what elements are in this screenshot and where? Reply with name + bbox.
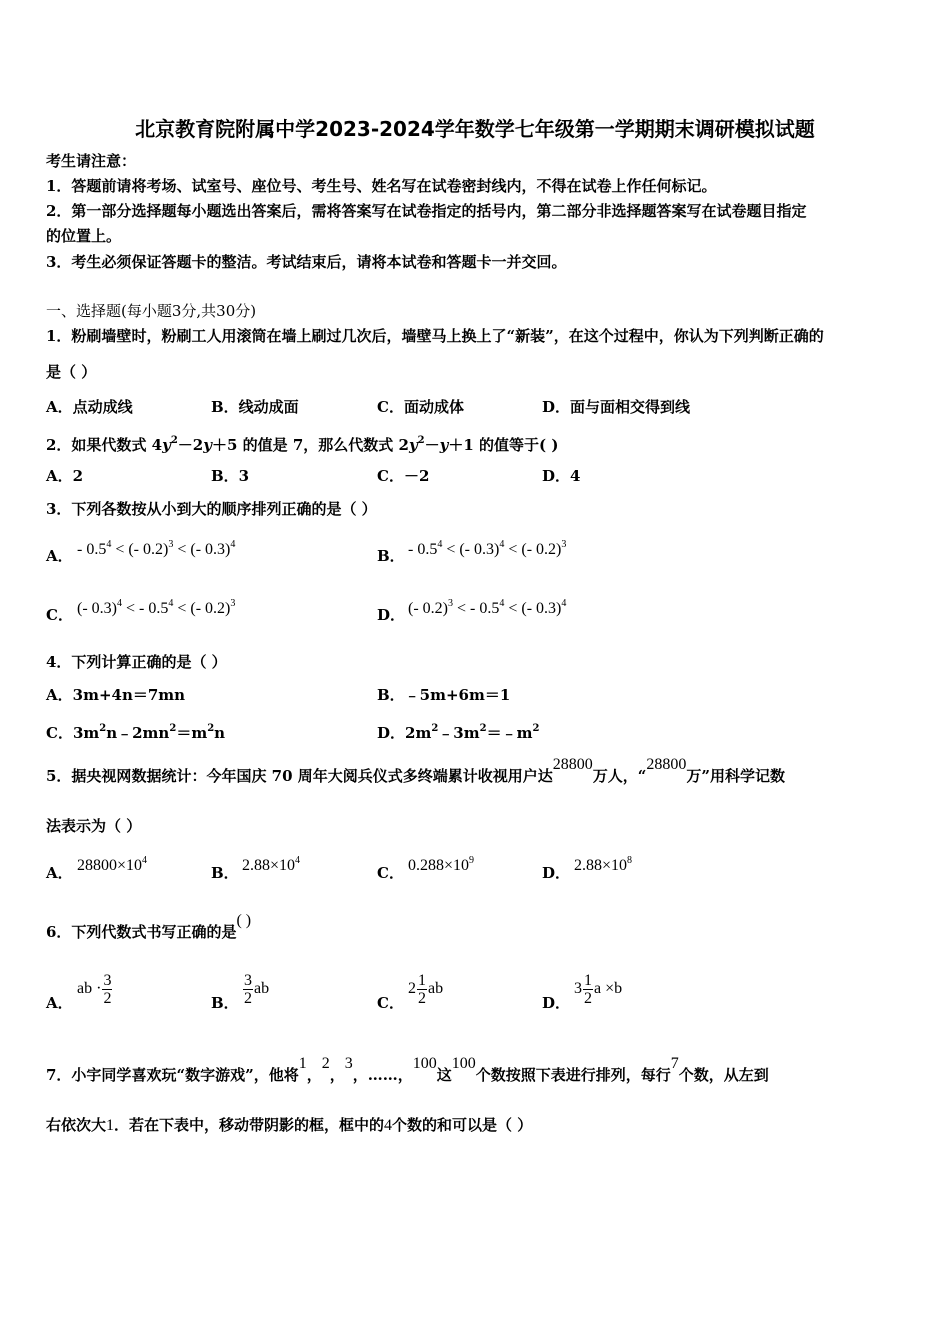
exam-title: 北京教育院附属中学2023-2024学年数学七年级第一学期期末调研模拟试题 — [135, 117, 815, 141]
q5-option-c-expr: $0.288\times 10^9$ — [408, 855, 475, 874]
q6-option-b-expr: $\frac{3}{2}$ ab — [244, 972, 270, 1007]
q3-option-b-expr: - $0.5^4$ < (- 0.3)$^4$ < (- 0.2)$^3$ — [408, 539, 567, 558]
q5-option-d-label: D． — [542, 864, 571, 882]
q5-option-c-label: C． — [377, 864, 404, 882]
q6-option-a-expr: ab · $\frac{3}{2}$ — [77, 972, 112, 1007]
q6-option-c-expr: 2 $\frac{1}{2}$ ab — [408, 972, 444, 1007]
notice-item-1: 1．答题前请将考场、试室号、座位号、考生号、姓名写在试卷密封线内，不得在试卷上作任何标记。 — [46, 177, 717, 195]
q3-option-c-expr: (- 0.3)$^4$ < - $0.5^4$ < (- 0.2)$^3$ — [77, 598, 236, 617]
q7-stem: 7．小宇同学喜欢玩“数字游戏”，他将1，2，3，……，100这100个数按照下表进行排列，每行7个数，从左到 — [46, 1055, 769, 1084]
q5-stem-cont: 法表示为（ ） — [46, 817, 142, 835]
q5-option-b-label: B． — [211, 864, 239, 882]
q4-stem: 4．下列计算正确的是（ ） — [46, 653, 227, 671]
q3-option-d-expr: (- 0.2)$^3$ < - $0.5^4$ < (- 0.3)$^4$ — [408, 598, 567, 617]
q6-option-d-label: D． — [542, 994, 571, 1012]
q2-option-c: C．－2 — [377, 467, 430, 485]
q2-option-d: D．4 — [542, 467, 581, 485]
q3-option-c-label: C． — [46, 606, 73, 624]
q2-option-a: A．2 — [46, 467, 84, 485]
notice-item-3: 3．考生必须保证答题卡的整洁。考试结束后，请将本试卷和答题卡一并交回。 — [46, 253, 567, 271]
q5-stem: 5．据央视网数据统计：今年国庆 70 周年大阅兵仪式多终端累计收视用户达28800万人，“28800万”用科学记数 — [46, 756, 786, 785]
q3-option-a-expr: - $0.5^4$ < (- 0.2)$^3$ < (- 0.3)$^4$ — [77, 539, 236, 558]
q6-option-b-label: B． — [211, 994, 239, 1012]
notice-item-2-cont: 的位置上。 — [46, 227, 122, 245]
q5-option-a-expr: $28800\times 10^4$ — [77, 855, 148, 874]
q7-stem-cont: 右依次大1．若在下表中，移动带阴影的框，框中的4个数的和可以是（ ） — [46, 1116, 533, 1134]
q3-stem: 3．下列各数按从小到大的顺序排列正确的是（ ） — [46, 500, 377, 518]
q1-option-d: D．面与面相交得到线 — [542, 398, 691, 416]
q4-option-b: B．﹣5m+6m＝1 — [377, 686, 511, 704]
q2-option-b: B．3 — [211, 467, 250, 485]
q1-option-c: C．面动成体 — [377, 398, 464, 416]
q6-option-a-label: A． — [46, 994, 73, 1012]
q6-option-d-expr: 3 $\frac{1}{2}$ a ×b — [574, 972, 623, 1007]
q1-option-a: A．点动成线 — [46, 398, 133, 416]
q6-option-c-label: C． — [377, 994, 404, 1012]
q4-option-a: A．3m+4n＝7mn — [46, 686, 186, 704]
q5-option-b-expr: $2.88\times 10^4$ — [242, 855, 301, 874]
q5-option-a-label: A． — [46, 864, 73, 882]
section-heading: 一、选择题(每小题3分,共30分) — [46, 302, 257, 320]
q3-option-b-label: B． — [377, 547, 405, 565]
q4-option-d: D．$2m^2﹣3m^2=﹣m^2$ — [377, 723, 540, 742]
q1-option-b: B．线动成面 — [211, 398, 299, 416]
notice-heading: 考生请注意： — [46, 152, 137, 170]
notice-item-2: 2．第一部分选择题每小题选出答案后，需将答案写在试卷指定的括号内，第二部分非选择题答案写在试卷题目指定 — [46, 202, 807, 220]
q4-option-c: C．$3m^2n﹣2mn^2=m^2n$ — [46, 723, 226, 742]
q6-stem: 6．下列代数式书写正确的是( ) — [46, 912, 252, 941]
q2-stem: 2．如果代数式 $4y^2-2y+5$ 的值是 7，那么代数式 $2y^2-y+1$ 的值等于( ) — [46, 435, 559, 454]
q1-stem: 1．粉刷墙壁时，粉刷工人用滚筒在墙上刷过几次后，墙壁马上换上了“新装”，在这个过程中，你认为下列判断正确的 — [46, 327, 824, 345]
q5-option-d-expr: $2.88\times 10^8$ — [574, 855, 633, 874]
q3-option-a-label: A． — [46, 547, 73, 565]
q3-option-d-label: D． — [377, 606, 406, 624]
q1-stem-cont: 是（ ） — [46, 363, 97, 381]
